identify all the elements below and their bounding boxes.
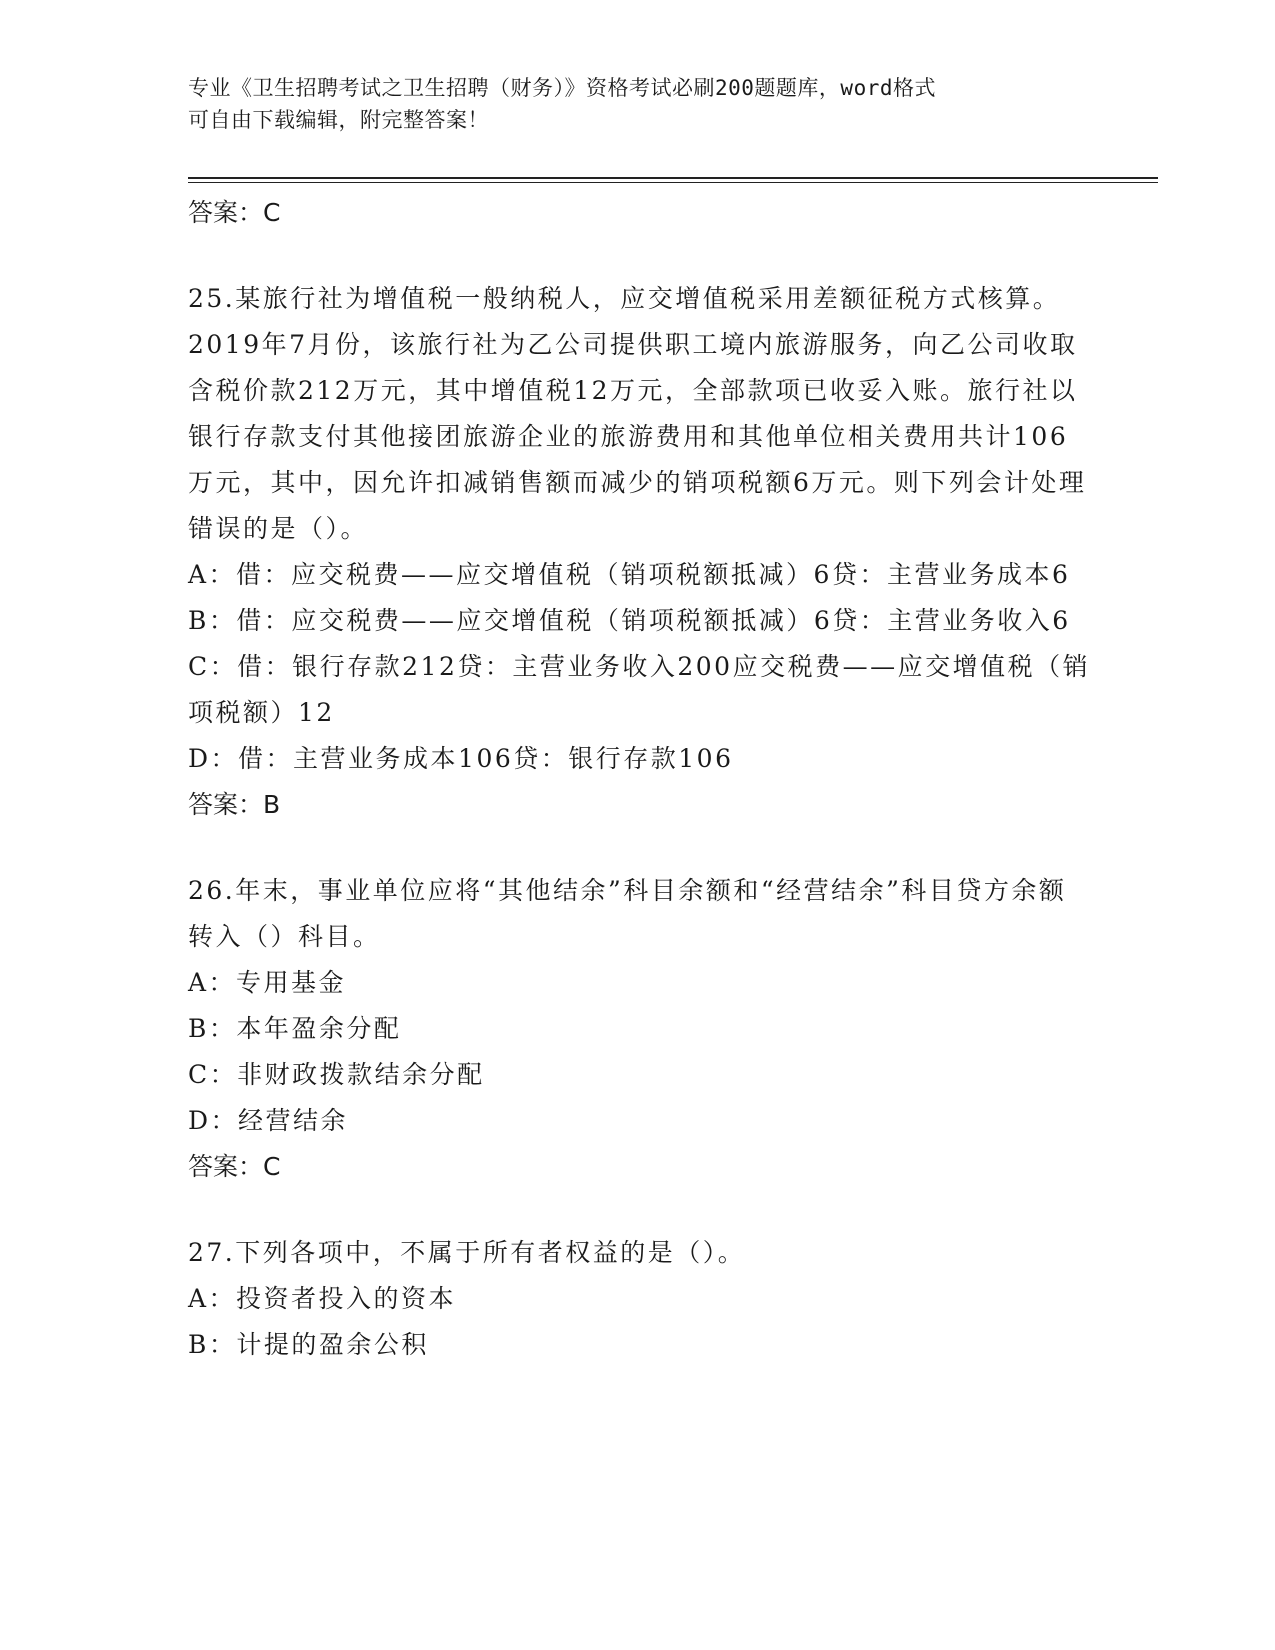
header-rule-thin (188, 182, 1158, 183)
option-d: D：借：主营业务成本106贷：银行存款106 (188, 744, 734, 773)
option-b: B：计提的盈余公积 (188, 1330, 429, 1359)
answer-line: 答案：C (188, 1152, 281, 1181)
answer-line: 答案：B (188, 790, 281, 819)
option-c: C：非财政拨款结余分配 (188, 1060, 485, 1089)
header-line-1: 专业《卫生招聘考试之卫生招聘（财务）》资格考试必刷200题题库，word格式 (188, 76, 936, 100)
question-26 (188, 868, 1093, 1190)
question-text: 26.年末，事业单位应将“其他结余”科目余额和“经营结余”科目贷方余额转入（）科目。 (188, 876, 1067, 951)
answer-line: 答案：C (188, 198, 281, 227)
header-line-2: 可自由下载编辑，附完整答案！ (188, 108, 489, 132)
header-rule-thick (188, 177, 1158, 179)
question-27 (188, 1230, 1093, 1368)
option-a: A：借：应交税费——应交增值税（销项税额抵减）6贷：主营业务成本6 (188, 560, 1071, 589)
option-a: A：专用基金 (188, 968, 347, 997)
question-text: 25.某旅行社为增值税一般纳税人，应交增值税采用差额征税方式核算。2019年7月份，该旅行社为乙公司提供职工境内旅游服务，向乙公司收取含税价款212万元，其中增值税12万元，全部款项已收妥入账。旅行社以银行存款支付其他接团旅游企业的旅游费用和其他单位相关费用共计106万元，其中，因允许扣减销售额而减少的销项税额6万元。则下列会计处理错误的是（）。 (188, 284, 1087, 543)
document-body (188, 190, 1093, 1368)
option-a: A：投资者投入的资本 (188, 1284, 457, 1313)
option-d: D：经营结余 (188, 1106, 349, 1135)
option-b: B：借：应交税费——应交增值税（销项税额抵减）6贷：主营业务收入6 (188, 606, 1071, 635)
option-b: B：本年盈余分配 (188, 1014, 402, 1043)
question-25 (188, 276, 1093, 828)
question-text: 27.下列各项中，不属于所有者权益的是（）。 (188, 1238, 746, 1267)
document-header (188, 72, 1088, 136)
option-c: C：借：银行存款212贷：主营业务收入200应交税费——应交增值税（销项税额）12 (188, 652, 1091, 727)
